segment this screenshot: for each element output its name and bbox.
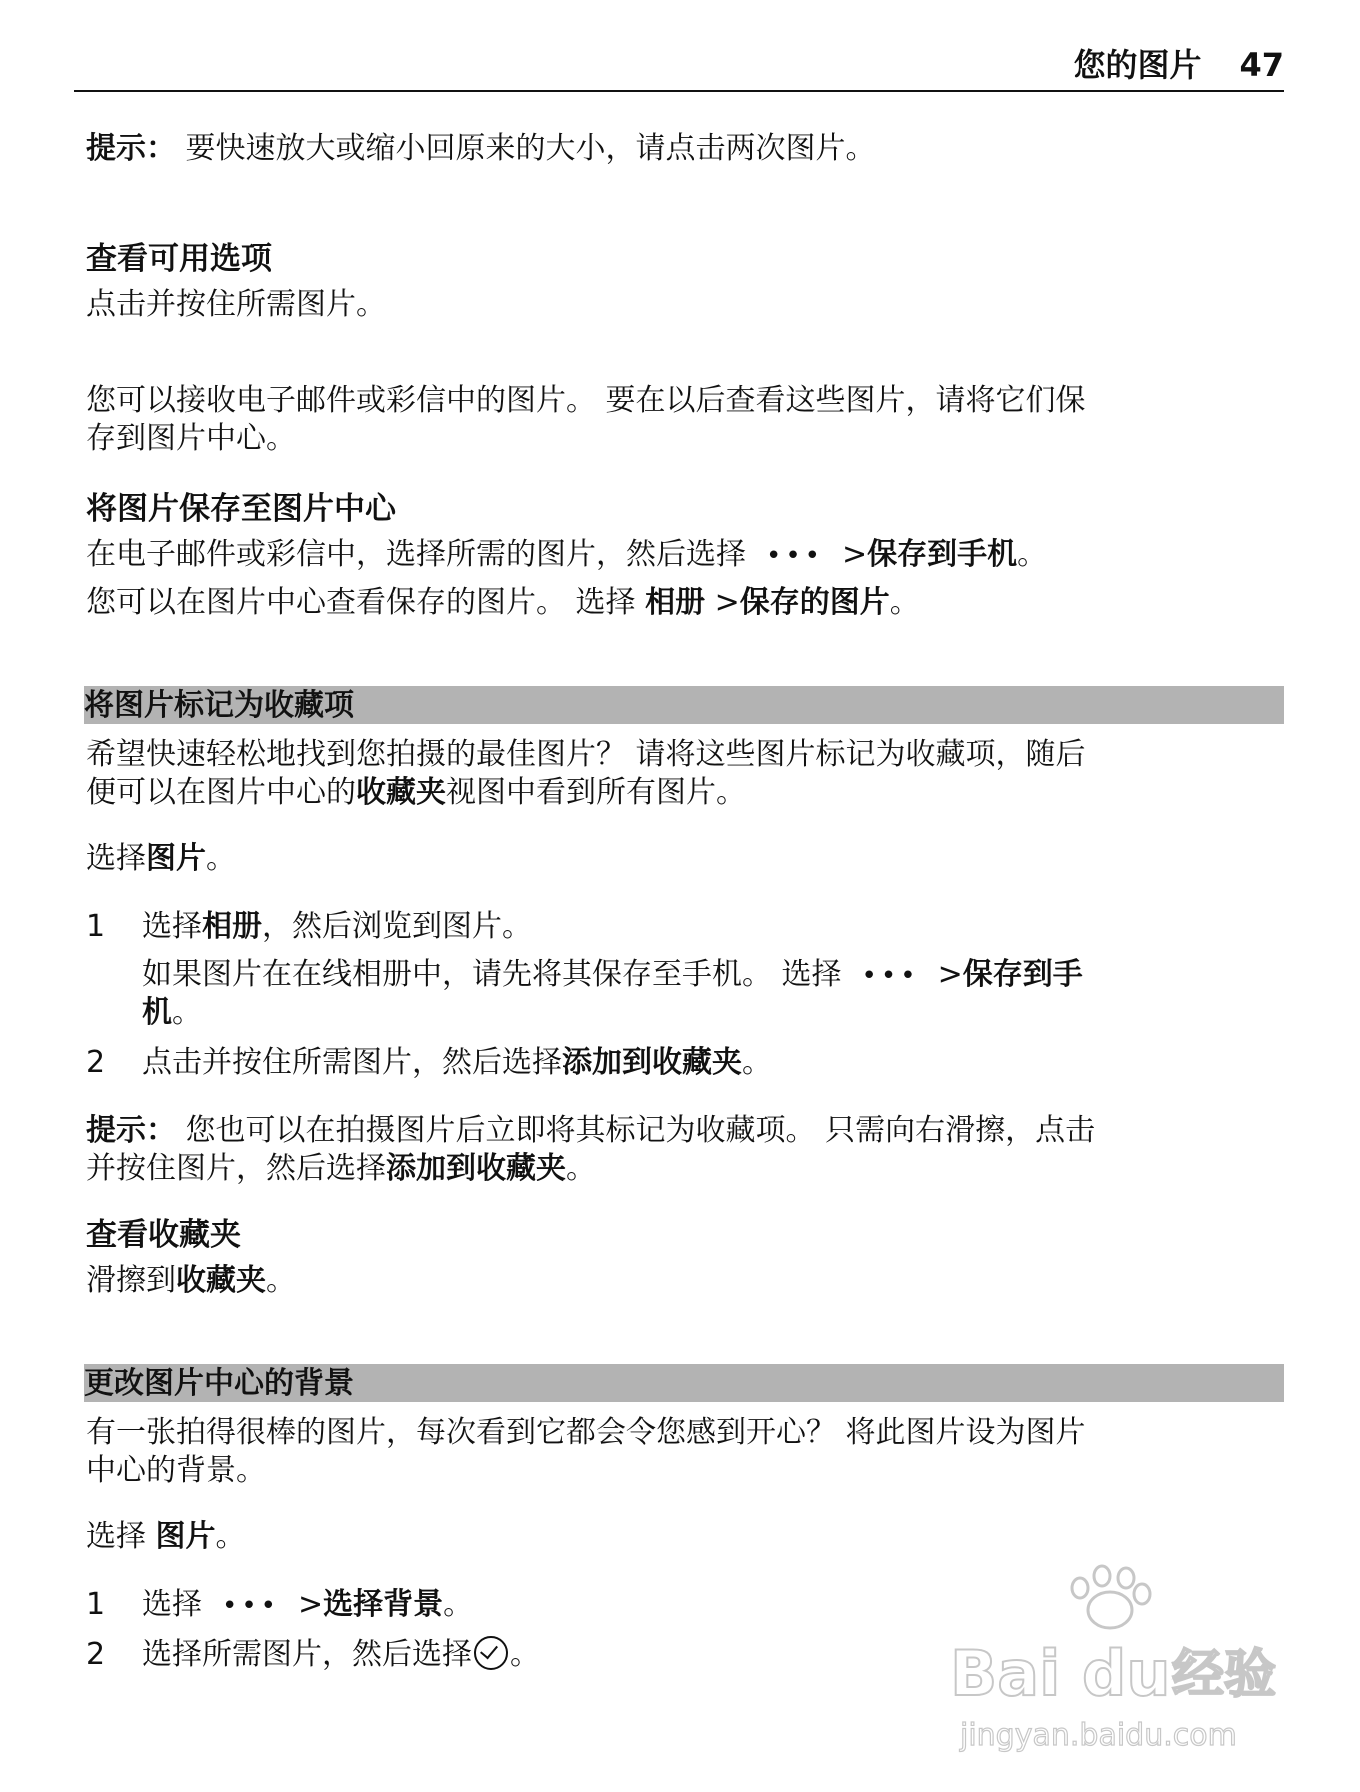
favorites-tip-line-2 (86, 1150, 596, 1188)
menu-item-favorites: 收藏夹 (356, 775, 446, 810)
background-para-line-1: 有一张拍得很棒的图片，每次看到它都会令您感到开心？ 将此图片设为图片 (86, 1415, 1086, 1450)
svg-text:du: du (1082, 1637, 1171, 1710)
background-select (86, 1518, 246, 1556)
section-heading-view-options: 查看可用选项 (86, 241, 272, 277)
favorites-para-line-2 (86, 774, 746, 812)
menu-separator: > (298, 1587, 324, 1622)
baidu-watermark-logo (940, 1560, 1300, 1760)
page-header (74, 40, 1284, 92)
punctuation: 。 (443, 1587, 474, 1622)
text: 选择所需图片，然后选择 (142, 1637, 472, 1672)
page-number: 47 (1239, 46, 1284, 84)
text: ，然后浏览到图片。 (262, 909, 532, 944)
punctuation: 。 (742, 1045, 772, 1080)
menu-item-save-to-phone: 保存到手机 (867, 537, 1018, 572)
punctuation: 。 (566, 1151, 596, 1186)
favorites-select (86, 840, 236, 878)
favorites-step-1 (142, 908, 532, 946)
step-number: 2 (86, 1045, 106, 1080)
favorites-para-line-1: 希望快速轻松地找到您拍摄的最佳图片？ 请将这些图片标记为收藏项，随后 (86, 737, 1086, 772)
save-line-1-text: 在电子邮件或彩信中，选择所需的图片，然后选择 (86, 537, 746, 572)
tip-text: 要快速放大或缩小回原来的大小，请点击两次图片。 (185, 131, 876, 166)
receive-line-1: 您可以接收电子邮件或彩信中的图片。 要在以后查看这些图片，请将它们保 (86, 383, 1086, 418)
step-number: 2 (86, 1637, 106, 1672)
text: 如果图片在在线相册中，请先将其保存至手机。 选择 (142, 957, 842, 992)
favorites-step-1-sub (142, 956, 1083, 995)
svg-text:经验: 经验 (1172, 1645, 1277, 1705)
menu-item-select-background: 选择背景 (323, 1587, 444, 1622)
punctuation: 。 (889, 585, 920, 620)
menu-separator: > (842, 537, 868, 572)
view-options-text: 点击并按住所需图片。 (86, 287, 386, 322)
step-number: 1 (86, 909, 106, 944)
background-step-2 (142, 1636, 540, 1674)
menu-separator: > (714, 585, 740, 620)
view-favorites-text (86, 1262, 296, 1300)
tip-paragraph (86, 130, 876, 168)
menu-item-save-to-phone: 保存到手 (962, 957, 1083, 992)
favorites-step-2 (142, 1044, 772, 1082)
background-para-line-2: 中心的背景。 (86, 1453, 266, 1488)
text: 选择 (142, 1587, 202, 1622)
save-line-2-text: 您可以在图片中心查看保存的图片。 选择 (86, 585, 636, 620)
section-heading-view-favorites: 查看收藏夹 (86, 1217, 241, 1253)
more-options-icon: ••• (766, 541, 825, 571)
text: 选择 (142, 909, 202, 944)
menu-item-pictures: 图片 (155, 1519, 216, 1554)
menu-separator: > (937, 957, 963, 992)
menu-item-favorites: 收藏夹 (176, 1263, 266, 1298)
menu-item-album: 相册 (645, 585, 706, 620)
text: 视图中看到所有图片。 (446, 775, 746, 810)
step-number: 1 (86, 1587, 106, 1622)
punctuation: 。 (510, 1637, 540, 1672)
punctuation: 。 (1017, 537, 1048, 572)
section-bar-favorites: 将图片标记为收藏项 (84, 686, 1284, 724)
tip-text: 您也可以在拍摄图片后立即将其标记为收藏项。 只需向右滑擦，点击 (185, 1113, 1096, 1148)
punctuation: 。 (266, 1263, 296, 1298)
receive-line-2: 存到图片中心。 (86, 421, 296, 456)
text: 选择 (86, 1519, 146, 1554)
section-bar-background: 更改图片中心的背景 (84, 1364, 1284, 1402)
text: 选择 (86, 841, 146, 876)
punctuation: 。 (215, 1519, 246, 1554)
save-line-2 (86, 584, 920, 622)
tip-label: 提示： (86, 131, 176, 166)
punctuation: 。 (206, 841, 236, 876)
menu-item-save-to-phone-cont: 机 (142, 995, 172, 1030)
menu-item-pictures: 图片 (146, 841, 206, 876)
text: 点击并按住所需图片，然后选择 (142, 1045, 562, 1080)
more-options-icon: ••• (861, 961, 920, 991)
menu-item-album: 相册 (202, 909, 262, 944)
svg-text:Bai: Bai (950, 1637, 1061, 1710)
menu-item-saved-pictures: 保存的图片 (739, 585, 890, 620)
header-title: 您的图片 (1073, 46, 1202, 84)
svg-text:jingyan.baidu.com: jingyan.baidu.com (960, 1718, 1237, 1753)
background-step-1 (142, 1586, 473, 1625)
favorites-tip-line-1 (86, 1112, 1095, 1150)
section-heading-save: 将图片保存至图片中心 (86, 491, 396, 527)
check-circle-icon (474, 1636, 508, 1670)
text: 便可以在图片中心的 (86, 775, 356, 810)
text: 并按住图片，然后选择 (86, 1151, 386, 1186)
more-options-icon: ••• (222, 1591, 281, 1621)
menu-item-add-to-favorites: 添加到收藏夹 (386, 1151, 566, 1186)
manual-page (86, 0, 1284, 1792)
tip-label: 提示： (86, 1113, 176, 1148)
favorites-step-1-sub-line-2 (142, 994, 202, 1032)
punctuation: 。 (172, 995, 202, 1030)
menu-item-add-to-favorites: 添加到收藏夹 (562, 1045, 742, 1080)
save-line-1 (86, 536, 1047, 575)
text: 滑擦到 (86, 1263, 176, 1298)
